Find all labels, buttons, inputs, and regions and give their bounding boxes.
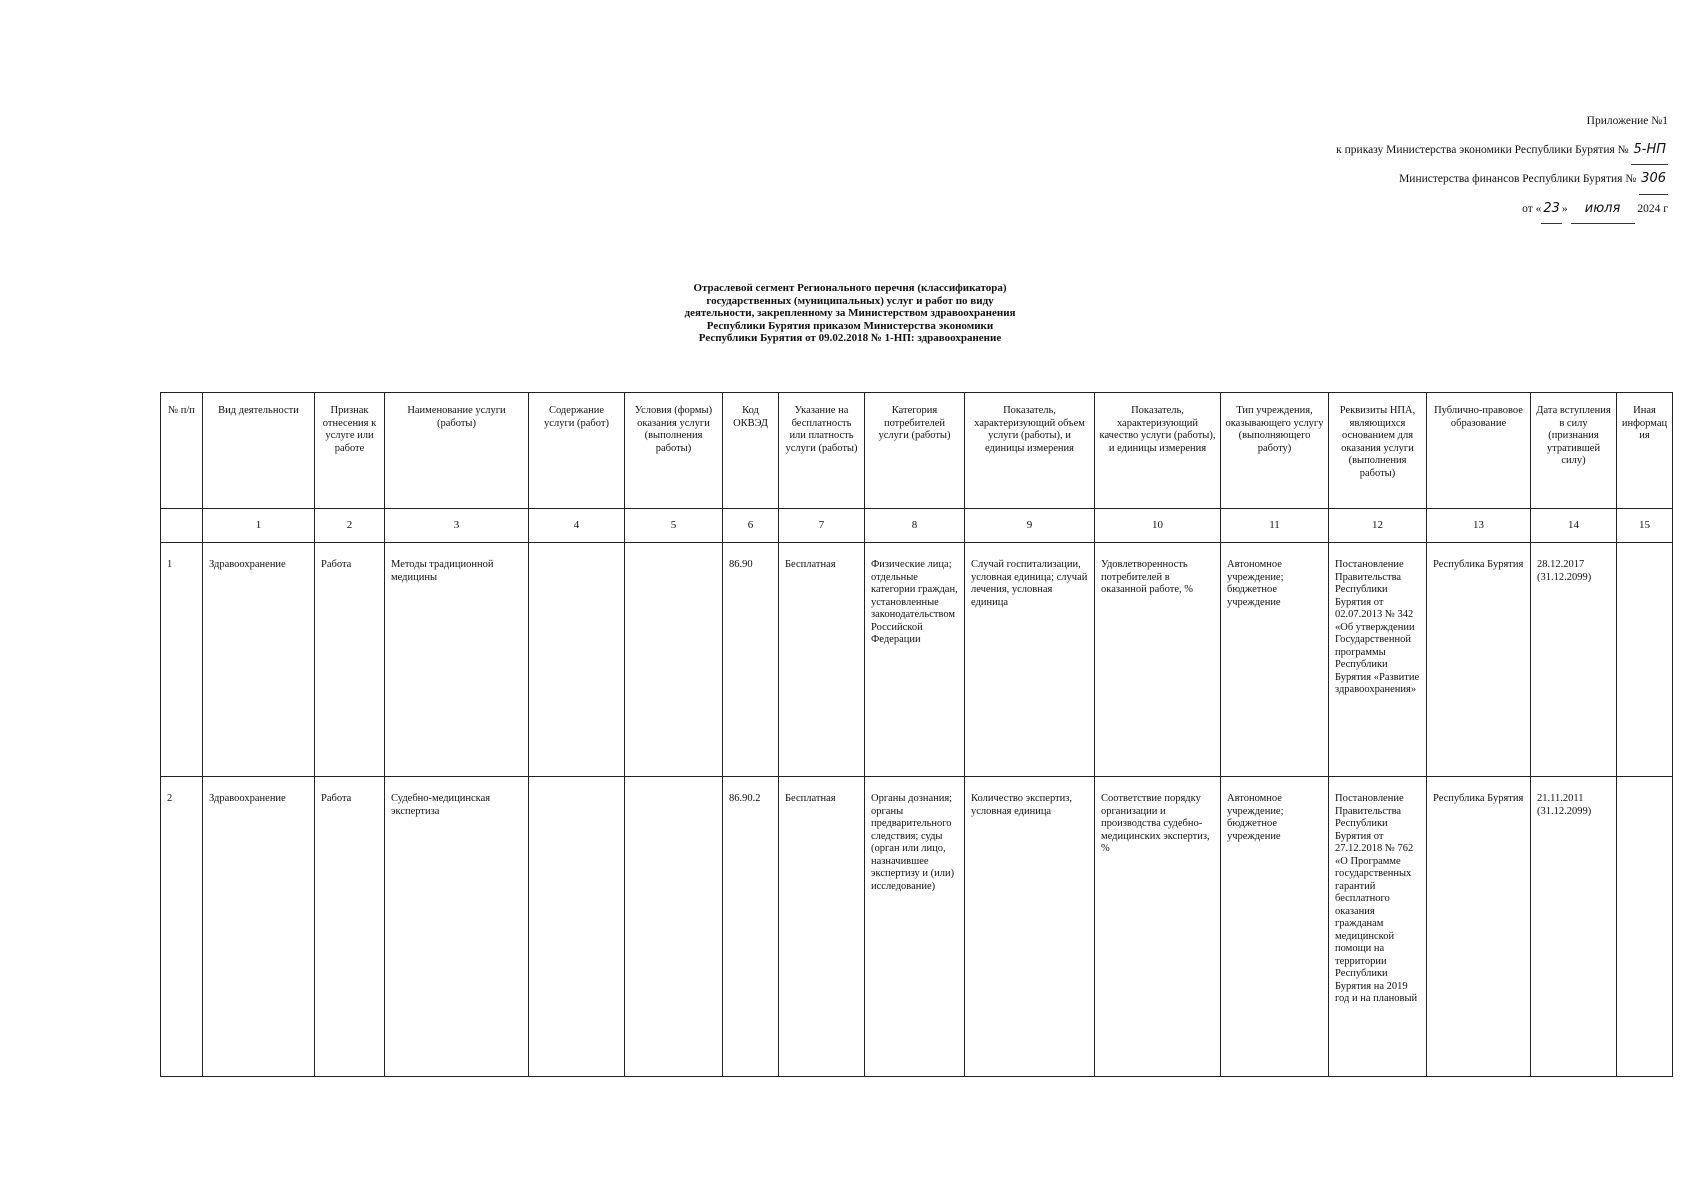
- header-cell: Код ОКВЭД: [723, 393, 779, 509]
- cell-activity: Здравоохранение: [203, 543, 315, 777]
- cell-sign: Работа: [315, 543, 385, 777]
- header-cell: Наименование услуги (работы): [385, 393, 529, 509]
- column-number: 11: [1221, 509, 1329, 543]
- cell-other: [1617, 777, 1673, 1077]
- title-line-2: государственных (муниципальных) услуг и работ по виду: [706, 294, 994, 307]
- column-number: 5: [625, 509, 723, 543]
- header-cell: Реквизиты НПА, являющихся основанием для оказания услуги (выполнения работы): [1329, 393, 1427, 509]
- header-cell: Указание на бесплатность или платность услуги (работы): [779, 393, 865, 509]
- column-numbers-row: [161, 509, 1673, 543]
- table-row: [161, 777, 1673, 1077]
- header-cell: Вид деятельности: [203, 393, 315, 509]
- cell-num: 2: [161, 777, 203, 1077]
- cell-payment: Бесплатная: [779, 777, 865, 1077]
- document-title: [600, 282, 1100, 345]
- cell-npa: Постановление Правительства Республики Бурятия от 27.12.2018 № 762 «О Программе государственных гарантий бесплатного оказания гражданам медицинской помощи на территории Республики Бурятия на 2019 год и на плановый: [1329, 777, 1427, 1077]
- appendix-order-finance-text: Министерства финансов Республики Бурятия №: [1399, 173, 1637, 185]
- cell-num: 1: [161, 543, 203, 777]
- cell-content: [529, 777, 625, 1077]
- cell-service-name: Судебно-медицинская экспертиза: [385, 777, 529, 1077]
- cell-okved: 86.90: [723, 543, 779, 777]
- appendix-date-prefix: от «: [1522, 202, 1542, 215]
- column-number: 8: [865, 509, 965, 543]
- cell-volume: Случай госпитализации, условная единица; случай лечения, условная единица: [965, 543, 1095, 777]
- cell-date: 21.11.2011 (31.12.2099): [1531, 777, 1617, 1077]
- cell-sign: Работа: [315, 777, 385, 1077]
- column-number: 15: [1617, 509, 1673, 543]
- cell-okved: 86.90.2: [723, 777, 779, 1077]
- appendix-order-finance-number: 306: [1639, 165, 1668, 195]
- column-number: 4: [529, 509, 625, 543]
- cell-consumers: Органы дознания; органы предварительного следствия; суды (орган или лицо, назначившее экспертизу и (или) исследование): [865, 777, 965, 1077]
- cell-activity: Здравоохранение: [203, 777, 315, 1077]
- title-line-4: Республики Бурятия приказом Министерства экономики: [706, 319, 994, 332]
- column-number: 13: [1427, 509, 1531, 543]
- column-number: [161, 509, 203, 543]
- header-cell: Категория потребителей услуги (работы): [865, 393, 965, 509]
- appendix-title: Приложение №1: [1586, 115, 1668, 127]
- table-header-row: [161, 393, 1673, 509]
- services-table: [160, 392, 1673, 1077]
- cell-quality: Соответствие порядку организации и производства судебно-медицинских экспертиз, %: [1095, 777, 1221, 1077]
- column-number: 6: [723, 509, 779, 543]
- header-cell: Признак отнесения к услуге или работе: [315, 393, 385, 509]
- column-number: 12: [1329, 509, 1427, 543]
- cell-entity: Республика Бурятия: [1427, 777, 1531, 1077]
- header-cell: Показатель, характеризующий объем услуги (работы), и единицы измерения: [965, 393, 1095, 509]
- header-cell: № п/п: [161, 393, 203, 509]
- cell-service-name: Методы традиционной медицины: [385, 543, 529, 777]
- column-number: 1: [203, 509, 315, 543]
- cell-institution: Автономное учреждение; бюджетное учреждение: [1221, 543, 1329, 777]
- header-cell: Условия (формы) оказания услуги (выполнения работы): [625, 393, 723, 509]
- cell-entity: Республика Бурятия: [1427, 543, 1531, 777]
- header-cell: Тип учреждения, оказывающего услугу (выполняющего работу): [1221, 393, 1329, 509]
- appendix-date-day: 23: [1541, 195, 1562, 225]
- cell-date: 28.12.2017 (31.12.2099): [1531, 543, 1617, 777]
- column-number: 14: [1531, 509, 1617, 543]
- appendix-order-economy-number: 5-НП: [1631, 136, 1668, 166]
- appendix-order-economy: [968, 136, 1668, 166]
- cell-consumers: Физические лица; отдельные категории граждан, установленные законодательством Российской Федерации: [865, 543, 965, 777]
- header-cell: Дата вступления в силу (признания утратившей силу): [1531, 393, 1617, 509]
- column-number: 2: [315, 509, 385, 543]
- header-cell: Содержание услуги (работ): [529, 393, 625, 509]
- appendix-date-mid: »: [1561, 202, 1568, 215]
- title-line-5: Республики Бурятия от 09.02.2018 № 1-НП: здравоохранение: [698, 332, 1002, 344]
- appendix-order-economy-text: к приказу Министерства экономики Республики Бурятия №: [1336, 143, 1629, 156]
- column-number: 9: [965, 509, 1095, 543]
- appendix-date-month: июля: [1571, 195, 1635, 225]
- cell-volume: Количество экспертиз, условная единица: [965, 777, 1095, 1077]
- header-cell: Иная информация: [1617, 393, 1673, 509]
- cell-other: [1617, 543, 1673, 777]
- appendix-order-finance: [968, 165, 1668, 195]
- appendix-block: [968, 107, 1668, 224]
- cell-quality: Удовлетворенность потребителей в оказанной работе, %: [1095, 543, 1221, 777]
- cell-institution: Автономное учреждение; бюджетное учреждение: [1221, 777, 1329, 1077]
- column-number: 7: [779, 509, 865, 543]
- table-row: [161, 543, 1673, 777]
- appendix-date-year: 2024 г: [1637, 202, 1668, 215]
- column-number: 3: [385, 509, 529, 543]
- column-number: 10: [1095, 509, 1221, 543]
- cell-payment: Бесплатная: [779, 543, 865, 777]
- header-cell: Публично-правовое образование: [1427, 393, 1531, 509]
- cell-conditions: [625, 543, 723, 777]
- appendix-date: [968, 195, 1668, 225]
- header-cell: Показатель, характеризующий качество услуги (работы), и единицы измерения: [1095, 393, 1221, 509]
- cell-content: [529, 543, 625, 777]
- title-line-3: деятельности, закрепленному за Министерством здравоохранения: [684, 307, 1016, 319]
- cell-npa: Постановление Правительства Республики Бурятия от 02.07.2013 № 342 «Об утверждении Государственной программы Республики Бурятия «Развитие здравоохранения»: [1329, 543, 1427, 777]
- cell-conditions: [625, 777, 723, 1077]
- title-line-1: Отраслевой сегмент Регионального перечня (классификатора): [693, 282, 1007, 294]
